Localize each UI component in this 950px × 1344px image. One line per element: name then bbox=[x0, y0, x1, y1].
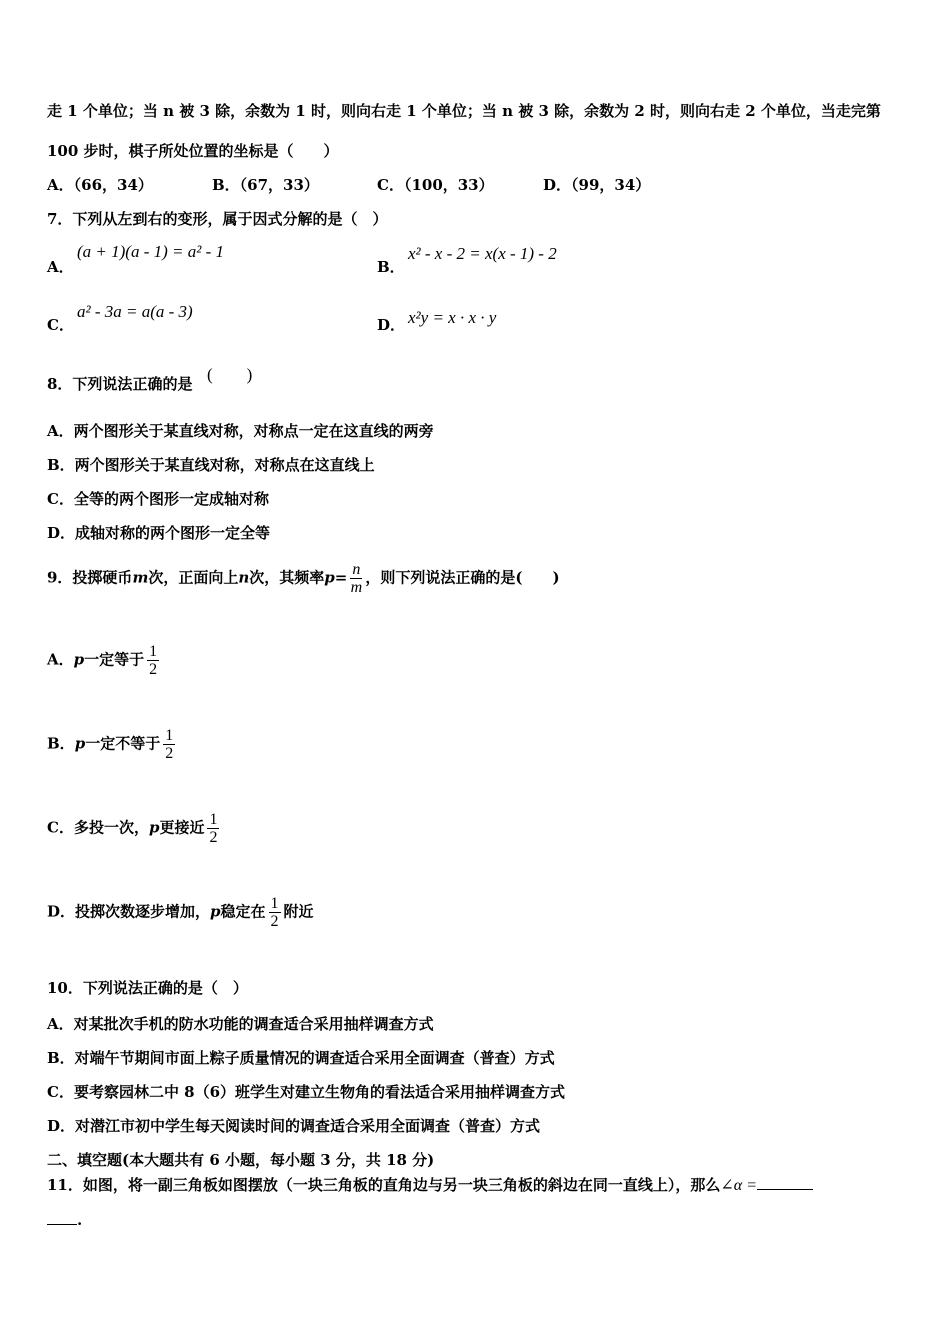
fraction-one-half: $\frac{1}{2}$ bbox=[209, 811, 218, 846]
q7-option-c-label: C． bbox=[47, 316, 74, 334]
q10-stem: 10．下列说法正确的是（ ） bbox=[47, 979, 248, 997]
q9-option-c: C．多投一次，p更接近 $\frac{1}{2}$ bbox=[47, 811, 218, 846]
q11-end: . bbox=[47, 1210, 82, 1229]
q8-option-b: B．两个图形关于某直线对称，对称点在这直线上 bbox=[47, 456, 375, 474]
var-p: p bbox=[324, 568, 335, 587]
q8-option-a: A．两个图形关于某直线对称，对称点一定在这直线的两旁 bbox=[47, 422, 434, 440]
q6-line1: 走 1 个单位；当 n 被 3 除，余数为 1 时，则向右走 1 个单位；当 n 被 3 除，余数为 2 时，则向右走 2 个单位，当走完第 bbox=[47, 102, 881, 120]
q6-option-d: D．（99，34） bbox=[543, 176, 651, 194]
angle-alpha: ∠α = bbox=[720, 1177, 757, 1194]
section-heading: 二、填空题(本大题共有 6 小题，每小题 3 分，共 18 分) bbox=[47, 1151, 435, 1169]
q10-option-d: D．对潜江市初中学生每天阅读时间的调查适合采用全面调查（普查）方式 bbox=[47, 1117, 541, 1135]
q9-option-d: D．投掷次数逐步增加，p稳定在 $\frac{1}{2}$ 附近 bbox=[47, 895, 314, 930]
q7-stem: 7．下列从左到右的变形，属于因式分解的是（ ） bbox=[47, 210, 388, 228]
q9-stem: 9．投掷硬币m次，正面向上n次，其频率p= $\frac{n}{m}$ ，则下列说法正确的是( ) bbox=[47, 561, 560, 596]
q6-option-b: B．（67，33） bbox=[212, 176, 319, 194]
q10-option-a: A．对某批次手机的防水功能的调查适合采用抽样调查方式 bbox=[47, 1015, 434, 1033]
q8-stem: 8．下列说法正确的是 bbox=[47, 375, 193, 393]
fraction-n-over-m: $\frac{n}{m}$ bbox=[350, 561, 363, 596]
q9-option-a: A．p一定等于 $\frac{1}{2}$ bbox=[47, 643, 158, 678]
q11-stem: 11．如图，将一副三角板如图摆放（一块三角板的直角边与另一块三角板的斜边在同一直线上），那么∠α = bbox=[47, 1174, 813, 1195]
q6-option-c: C．（100，33） bbox=[377, 176, 494, 194]
q10-option-c: C．要考察园林二中 8（6）班学生对建立生物角的看法适合采用抽样调查方式 bbox=[47, 1083, 566, 1101]
q10-option-b: B．对端午节期间市面上粽子质量情况的调查适合采用全面调查（普查）方式 bbox=[47, 1049, 555, 1067]
q7-option-a-expr: (a + 1)(a - 1) = a² - 1 bbox=[77, 242, 225, 261]
q9-option-b: B．p一定不等于 $\frac{1}{2}$ bbox=[47, 727, 174, 762]
q8-option-c: C．全等的两个图形一定成轴对称 bbox=[47, 490, 269, 508]
fraction-one-half: $\frac{1}{2}$ bbox=[149, 643, 158, 678]
var-n: n bbox=[238, 568, 250, 587]
var-m: m bbox=[132, 568, 149, 587]
fraction-one-half: $\frac{1}{2}$ bbox=[270, 895, 279, 930]
answer-blank[interactable] bbox=[757, 1175, 813, 1190]
answer-blank-continued[interactable] bbox=[47, 1210, 77, 1225]
q7-option-b-expr: x² - x - 2 = x(x - 1) - 2 bbox=[408, 244, 557, 263]
q8-option-d: D．成轴对称的两个图形一定全等 bbox=[47, 524, 271, 542]
q7-option-c-expr: a² - 3a = a(a - 3) bbox=[77, 302, 193, 321]
q6-line2: 100 步时，棋子所处位置的坐标是（ ） bbox=[47, 142, 339, 160]
q7-option-d-label: D． bbox=[377, 316, 406, 334]
q8-answer-paren: ( ) bbox=[207, 365, 253, 384]
q6-option-a: A．（66，34） bbox=[47, 176, 153, 194]
q7-option-a-label: A． bbox=[47, 258, 74, 276]
fraction-one-half: $\frac{1}{2}$ bbox=[165, 727, 174, 762]
q7-option-d-expr: x²y = x · x · y bbox=[408, 308, 497, 327]
q7-option-b-label: B． bbox=[377, 258, 405, 276]
